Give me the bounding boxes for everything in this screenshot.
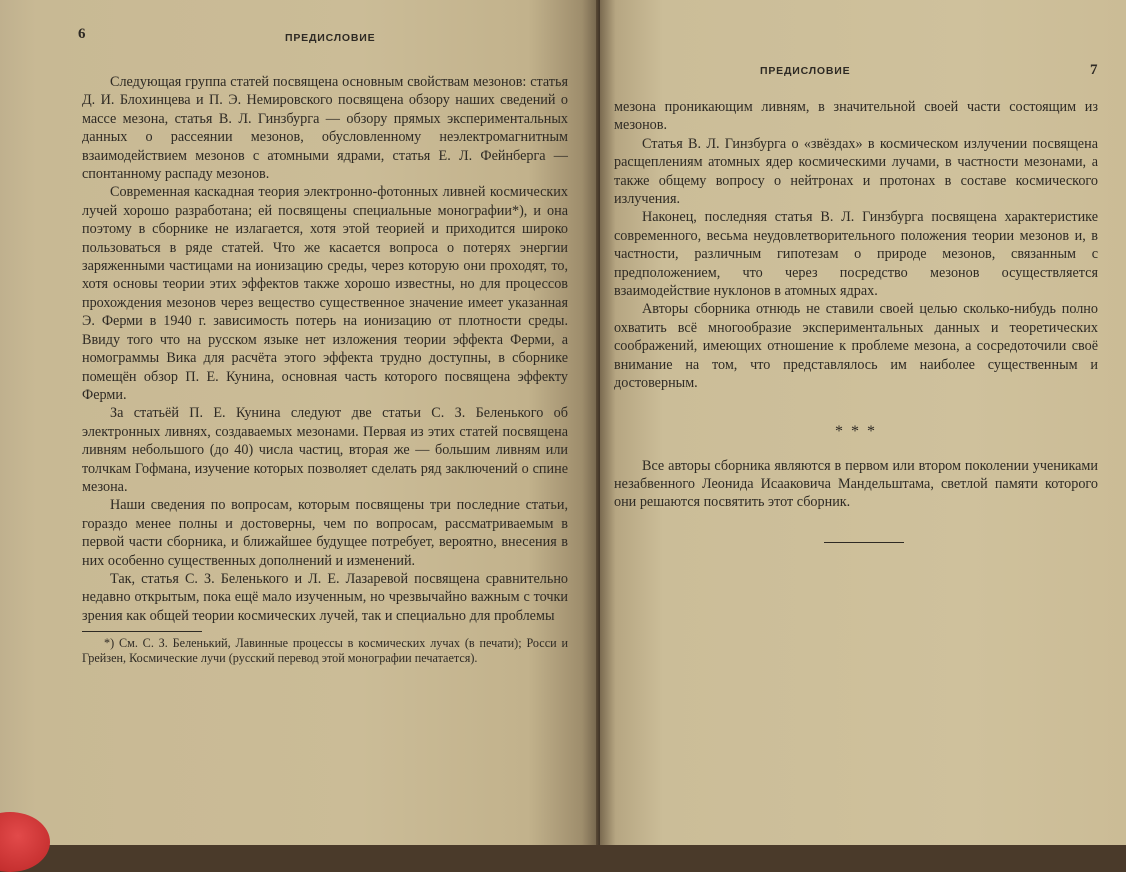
paragraph: За статьёй П. Е. Кунина следуют две статьи С. З. Беленького об электронных ливнях, создаваемых мезонами. Первая из этих статей посвящена ливням небольшого (до 40) числа частиц, вторая же — большим ливням или толчкам Гофмана, изучение которых позволяет сделать ряд заключений о спине мезона. [82,405,568,495]
left-body-text [82,73,568,625]
footnote [82,636,568,666]
continuation-paragraph: мезона проникающим ливням, в значительной своей части состоящим из мезонов. [614,99,1098,134]
footnote-text: *) См. С. З. Беленький, Лавинные процессы в космических лучах (в печати); Росси и Грейзен, Космические лучи (русский перевод этой монографии печатается). [82,636,568,666]
left-running-title: ПРЕДИСЛОВИЕ [285,32,376,44]
section-separator: * * * [835,422,877,440]
paragraph: Авторы сборника отнюдь не ставили своей целью сколько-нибудь полно охватить всё многообразие экспериментальных данных и теоретических соображений, имеющих отношение к проблеме мезона, а сосредоточили своё внимание на том, что представлялось им наиболее существенным и достоверным. [614,301,1098,392]
paragraph: Наконец, последняя статья В. Л. Гинзбурга посвящена характеристике современного, весьма неудовлетворительного положения теории мезонов и, в частности, различным гипотезам о природе мезонов, связанным с предположением, что через посредство мезонов осуществляется взаимодействие нуклонов в атомных ядрах. [614,209,1098,300]
right-page [600,0,1126,845]
paragraph: Современная каскадная теория электронно-фотонных ливней космических лучей хорошо разработана; ей посвящены специальные монографии*), и она поэтому в сборнике не излагается, хотя этой теорией и приходится широко пользоваться в ряде статей. Что же касается вопроса о потерях энергии заряженными частицами на ионизацию среды, через которую они проходят, то, хотя основы теории этих эффектов также хорошо известны, но для процессов прохождения мезонов через вещество существенное значение имеет указанная Э. Ферми в 1940 г. зависимость потерь на ионизацию от плотности среды. Ввиду того что на русском языке нет изложения теории эффекта Ферми, а номограммы Вика для расчёта этого эффекта трудно доступны, в сборнике помещён обзор П. Е. Кунина, основная часть которого посвящена эффекту Ферми. [82,184,568,403]
right-running-head [600,62,1098,79]
paragraph: Так, статья С. З. Беленького и Л. Е. Лазаревой посвящена сравнительно недавно открытым, пока ещё мало изученным, но чрезвычайно важным с точки зрения как общей теории космических лучей, так и специально для проблемы [82,570,568,624]
footnote-rule [82,631,202,632]
closing-rule [824,542,904,543]
paragraph: Следующая группа статей посвящена основным свойствам мезонов: статья Д. И. Блохинцева и П. Э. Немировского посвящена обзору наших сведений о массе мезона, статья В. Л. Гинзбурга — обзору прямых экспериментальных данных о рассеянии мезонов, обусловленному неэлектромагнитным взаимодействием мезонов с атомными ядрами, статья Е. Л. Фейнберга — спонтанному распаду мезонов. [82,74,568,183]
right-page-number: 7 [1090,62,1098,78]
left-page-number: 6 [78,26,86,42]
paragraph: Наши сведения по вопросам, которым посвящены три последние статьи, гораздо менее полны и достоверны, чем по вопросам, рассматриваемым в первой части сборника, и ближайшее будущее потребует, вероятно, внесения в них особенно существенных дополнений и изменений. [82,497,568,569]
paragraph: Статья В. Л. Гинзбурга о «звёздах» в космическом излучении посвящена расщеплениям атомных ядер космическими лучами, в частности мезонами, а также общему вопросу о нейтронах и протонах в составе космического излучения. [614,135,1098,208]
closing-paragraph: Все авторы сборника являются в первом или втором поколении учениками незабвенного Леонида Исааковича Мандельштама, светлой памяти которого они решаются посвятить этот сборник. [614,457,1098,511]
left-running-head [78,26,568,43]
right-running-title: ПРЕДИСЛОВИЕ [760,65,851,77]
right-body-text [614,98,1098,543]
